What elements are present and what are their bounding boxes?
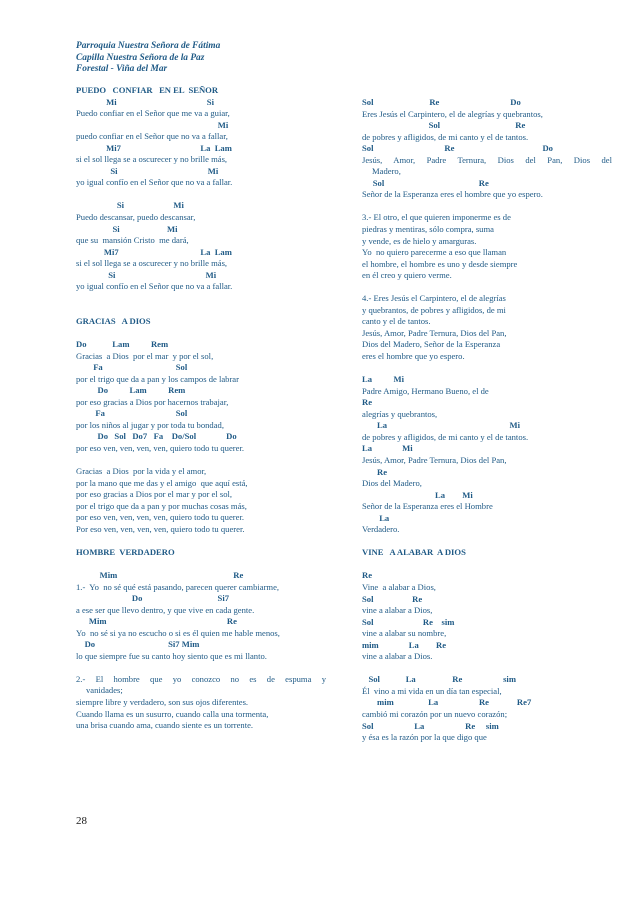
spacer — [362, 536, 612, 548]
lyric-line: de pobres y afligidos, de mi canto y el de tantos. — [362, 431, 529, 442]
song-title: VINE A ALABAR A DIOS — [362, 547, 466, 558]
lyric-line: por eso ven, ven, ven, ven, quiero todo tu querer. — [76, 442, 245, 453]
chord-line: Si Mi — [76, 269, 217, 280]
lyric-line: por el trigo que da a pan y por muchas cosas más, — [76, 500, 247, 511]
chord-line: Do Lam Rem — [76, 339, 169, 350]
lyric-line: una brisa cuando ama, cuando siente es un torrente. — [76, 720, 254, 731]
chord-line: Sol Re — [362, 177, 489, 188]
lyric-line: Cuando llama es un susurro, cuando calla una tormenta, — [76, 708, 269, 719]
spacer — [362, 363, 612, 375]
lyric-line: 3.- El otro, el que quieren imponerme es de — [362, 212, 511, 223]
lyric-line: por eso gracias a Dios por hacernos trabajar, — [76, 396, 229, 407]
spacer — [76, 293, 326, 305]
lyric-line: alegrías y quebrantos, — [362, 408, 438, 419]
chord-line: La Mi — [362, 489, 473, 500]
lyric-line: si el sol llega se a oscurecer y no brille más, — [76, 154, 228, 165]
song-title: HOMBRE VERDADERO — [76, 546, 175, 557]
lyric-line: y vende, es de hielo y amarguras. — [362, 235, 477, 246]
spacer — [362, 559, 612, 571]
lyric-line: Puedo confiar en el Señor que me va a guiar, — [76, 108, 230, 119]
lyric-line: que su mansión Cristo me dará, — [76, 235, 189, 246]
lyric-line: vine a alabar a Dios. — [362, 651, 433, 662]
header-line: Forestal - Viña del Mar — [76, 64, 168, 74]
chord-line: Mi7 La Lam — [76, 142, 232, 153]
spacer — [76, 535, 326, 547]
spacer — [76, 189, 326, 201]
lyric-line: y quebrantos, de pobres y afligidos, de mi — [362, 304, 506, 315]
chord-line: Mi Si — [76, 96, 214, 107]
chord-line: Sol La Re sim — [362, 674, 516, 685]
spacer — [362, 282, 612, 294]
chord-line: Sol La Re sim — [362, 720, 499, 731]
chord-line: Si Mi — [76, 200, 184, 211]
lyric-line: en él creo y quiero verme. — [362, 270, 452, 281]
lyric-line: Dios del Madero, Señor de la Esperanza — [362, 339, 501, 350]
lyric-line: 2.- El hombre que yo conozco no es de espuma y — [76, 673, 326, 684]
lyric-line: Jesús, Amor, Padre Ternura, Dios del Pan, — [362, 327, 507, 338]
header-line: Parroquia Nuestra Señora de Fátima — [76, 41, 221, 51]
chord-line: Do Lam Rem — [76, 385, 186, 396]
chord-line: Sol Re Do — [362, 143, 553, 154]
song-title: PUEDO CONFIAR EN EL SEÑOR — [76, 85, 219, 95]
lyric-line: Verdadero. — [362, 524, 400, 535]
chord-line: Mi — [76, 119, 229, 130]
header-line: Capilla Nuestra Señora de la Paz — [76, 52, 205, 63]
chord-line: mim La Re Re7 — [362, 697, 532, 708]
lyric-line: a ese ser que llevo dentro, y que vive en cada gente. — [76, 604, 255, 615]
spacer — [362, 201, 612, 213]
chord-line: Fa Sol — [76, 408, 188, 419]
lyric-line: Señor de la Esperanza eres el hombre que yo espero. — [362, 189, 543, 200]
lyric-line: por la mano que me das y el amigo que aquí está, — [76, 477, 248, 488]
chord-line: Mim Re — [76, 569, 244, 580]
chord-line: Re — [362, 570, 373, 581]
lyric-line: y ésa es la razón por la que digo que — [362, 732, 487, 743]
lyric-line: por eso gracias a Dios por el mar y por el sol, — [76, 489, 233, 500]
lyric-line: por los niños al jugar y por toda tu bondad, — [76, 419, 224, 430]
spacer — [76, 662, 326, 674]
chord-line: Re — [362, 397, 373, 408]
lyric-line: piedras y mentiras, sólo compra, suma — [362, 224, 494, 235]
lyric-line: Señor de la Esperanza eres el Hombre — [362, 501, 493, 512]
lyric-line: por el trigo que da a pan y los campos de labrar — [76, 373, 239, 384]
lyric-line: Yo no quiero parecerme a eso que llaman — [362, 247, 507, 258]
lyric-line: Puedo descansar, puedo descansar, — [76, 212, 196, 223]
chord-line: mim La Re — [362, 639, 447, 650]
lyric-line: Eres Jesús el Carpintero, el de alegrías y quebrantos, — [362, 108, 543, 119]
chord-line: La — [362, 512, 390, 523]
parish-header — [76, 41, 220, 76]
spacer — [76, 558, 326, 570]
spacer — [76, 304, 326, 316]
lyric-line: canto y el de tantos. — [362, 316, 431, 327]
lyric-line: Él vino a mi vida en un día tan especial, — [362, 685, 502, 696]
spacer — [76, 455, 326, 467]
chord-line: Do Sol Do7 Fa Do/Sol Do — [76, 431, 237, 442]
chord-line: Do Si7 — [76, 593, 230, 604]
lyric-line: Jesús, Amor, Padre Ternura, Dios del Pan, Dios del — [362, 154, 612, 165]
chord-line: Sol Re — [362, 120, 526, 131]
chord-line: La Mi — [362, 420, 521, 431]
lyric-line: Madero, — [372, 166, 401, 177]
lyric-line: Gracias a Dios por la vida y el amor, — [76, 466, 207, 477]
right-column — [362, 97, 612, 744]
lyric-line: 4.- Eres Jesús el Carpintero, el de alegrías — [362, 293, 506, 304]
lyric-line: siempre libre y verdadero, son sus ojos diferentes. — [76, 696, 249, 707]
lyric-line: eres el hombre que yo espero. — [362, 351, 465, 362]
page-number: 28 — [76, 815, 87, 827]
chord-line: Mi7 La Lam — [76, 246, 232, 257]
chord-line: La Mi — [362, 443, 413, 454]
lyric-line: vanidades; — [86, 685, 123, 696]
chord-line: Mim Re — [76, 616, 237, 627]
chord-line: Si Mi — [76, 165, 219, 176]
lyric-line: el hombre, el hombre es uno y desde siempre — [362, 258, 518, 269]
chord-line: Do Si7 Mim — [76, 639, 200, 650]
lyric-line: Padre Amigo, Hermano Bueno, el de — [362, 385, 489, 396]
chord-line: Sol Re sim — [362, 616, 455, 627]
lyric-line: Por eso ven, ven, ven, ven, quiero todo tu querer. — [76, 523, 245, 534]
chord-line: Fa Sol — [76, 362, 188, 373]
lyric-line: si el sol llega se a oscurecer y no brille más, — [76, 258, 228, 269]
chord-line: La Mi — [362, 374, 405, 385]
lyric-line: vine a alabar su nombre, — [362, 628, 447, 639]
lyric-line: yo igual confío en el Señor que no va a fallar. — [76, 281, 233, 292]
chord-line: Sol Re — [362, 593, 423, 604]
lyric-line: Dios del Madero, — [362, 478, 422, 489]
lyric-line: yo igual confío en el Señor que no va a fallar. — [76, 177, 233, 188]
lyric-line: puedo confiar en el Señor que no va a fallar, — [76, 131, 228, 142]
lyric-line: 1.- Yo no sé qué está pasando, parecen querer cambiarme, — [76, 581, 280, 592]
left-column — [76, 85, 326, 732]
song-title: GRACIAS A DIOS — [76, 315, 151, 326]
lyric-line: lo que siempre fue su canto hoy siento que es mi llanto. — [76, 650, 267, 661]
chord-line: Re — [362, 466, 388, 477]
spacer — [76, 327, 326, 339]
lyric-line: Gracias a Dios por el mar y por el sol, — [76, 350, 214, 361]
lyric-line: por eso ven, ven, ven, ven, quiero todo tu querer. — [76, 512, 245, 523]
chord-line: Si Mi — [76, 223, 178, 234]
lyric-line: de pobres y afligidos, de mi canto y el de tantos. — [362, 131, 529, 142]
lyric-line: vine a alabar a Dios, — [362, 605, 433, 616]
lyric-line: Vine a alabar a Dios, — [362, 581, 436, 592]
spacer — [362, 663, 612, 675]
lyric-line: Yo no sé si ya no escucho o si es él quien me hable menos, — [76, 627, 280, 638]
chord-line: Sol Re Do — [362, 97, 521, 107]
lyric-line: cambió mi corazón por un nuevo corazón; — [362, 708, 508, 719]
lyric-line: Jesús, Amor, Padre Ternura, Dios del Pan, — [362, 454, 507, 465]
